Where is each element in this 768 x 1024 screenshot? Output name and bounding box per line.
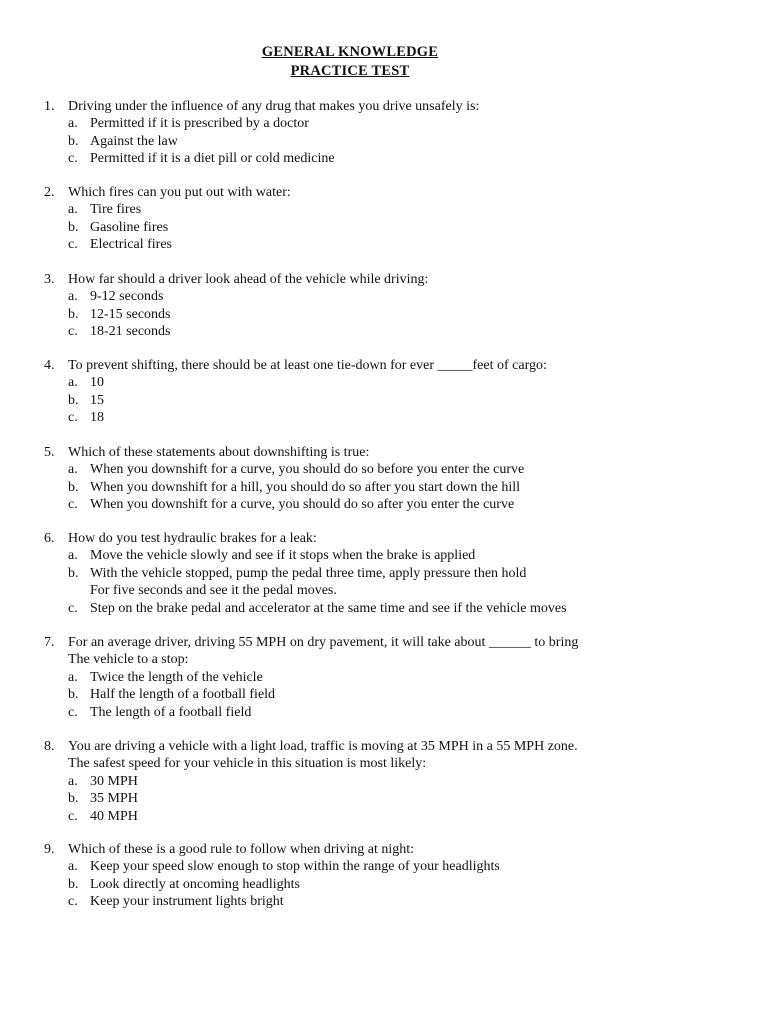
option-text: 40 MPH — [90, 808, 138, 824]
option-text: Electrical fires — [90, 237, 173, 253]
answer-option-c — [0, 808, 768, 825]
option-text: Tire fires — [90, 202, 142, 218]
option-text: When you downshift for a curve, you should do so before you enter the curve — [90, 462, 525, 478]
option-letter: b. — [68, 392, 79, 408]
option-text: 30 MPH — [90, 773, 138, 789]
document-subtitle: PRACTICE TEST — [290, 63, 410, 79]
answer-option-a — [0, 773, 768, 790]
answer-option-a — [0, 669, 768, 686]
answer-option-b — [0, 219, 768, 236]
option-letter: c. — [68, 704, 78, 720]
option-letter: b. — [68, 791, 79, 807]
answer-option-c — [0, 704, 768, 721]
question-number: 7. — [44, 635, 55, 650]
answer-option-b — [0, 306, 768, 323]
answer-option-a — [0, 374, 768, 391]
option-letter: b. — [68, 133, 79, 149]
option-text: Keep your instrument lights bright — [90, 894, 284, 910]
option-letter: a. — [68, 289, 78, 305]
option-text: Keep your speed slow enough to stop within the range of your headlights — [90, 859, 500, 875]
question-text: The safest speed for your vehicle in this situation is most likely: — [68, 756, 427, 772]
answer-option-b — [0, 133, 768, 150]
option-letter: a. — [68, 375, 78, 391]
answer-option-b — [0, 686, 768, 703]
question-number: 1. — [44, 99, 55, 114]
answer-option-a — [0, 547, 768, 564]
option-letter: a. — [68, 773, 78, 789]
answer-option-c — [0, 236, 768, 253]
question-text: How far should a driver look ahead of the vehicle while driving: — [68, 272, 429, 287]
answer-option-c — [0, 409, 768, 426]
option-letter: b. — [68, 306, 79, 322]
option-text: With the vehicle stopped, pump the pedal three time, apply pressure then hold — [90, 565, 527, 581]
option-letter: b. — [68, 687, 79, 703]
option-text: 35 MPH — [90, 791, 138, 807]
option-text: The length of a football field — [90, 704, 252, 720]
answer-option-b — [0, 876, 768, 893]
option-text: Against the law — [90, 133, 178, 149]
option-text: 12-15 seconds — [90, 306, 171, 322]
answer-option-b — [0, 392, 768, 409]
option-letter: a. — [68, 116, 78, 132]
answer-option-b — [0, 565, 768, 599]
answer-option-c — [0, 496, 768, 513]
option-text: Gasoline fires — [90, 219, 169, 235]
question-text: Which fires can you put out with water: — [68, 185, 291, 200]
option-letter: a. — [68, 202, 78, 218]
option-text: 9-12 seconds — [90, 289, 164, 305]
question-number: 9. — [44, 842, 55, 857]
option-text: Half the length of a football field — [90, 687, 276, 703]
option-text: Look directly at oncoming headlights — [90, 876, 300, 892]
option-text: Permitted if it is a diet pill or cold medicine — [90, 151, 335, 167]
option-letter: c. — [68, 324, 78, 340]
option-letter: a. — [68, 548, 78, 564]
option-letter: b. — [68, 479, 79, 495]
option-letter: c. — [68, 497, 78, 513]
answer-option-b — [0, 479, 768, 496]
option-text: Step on the brake pedal and accelerator at the same time and see if the vehicle moves — [90, 600, 567, 616]
question-text: You are driving a vehicle with a light load, traffic is moving at 35 MPH in a 55 MPH zone. — [68, 739, 578, 754]
option-letter: a. — [68, 462, 78, 478]
answer-option-a — [0, 288, 768, 305]
question-number: 3. — [44, 272, 55, 287]
answer-option-c — [0, 893, 768, 910]
option-text: When you downshift for a hill, you should do so after you start down the hill — [90, 479, 521, 495]
option-letter: b. — [68, 219, 79, 235]
question-text: Driving under the influence of any drug that makes you drive unsafely is: — [68, 99, 480, 114]
document-title: GENERAL KNOWLEDGE — [261, 44, 439, 60]
option-letter: c. — [68, 894, 78, 910]
option-letter: c. — [68, 410, 78, 426]
answer-option-b — [0, 790, 768, 807]
question-text: Which of these is a good rule to follow when driving at night: — [68, 842, 415, 857]
option-letter: c. — [68, 808, 78, 824]
question-text: For an average driver, driving 55 MPH on dry pavement, it will take about ______ to bring — [68, 635, 579, 650]
question-number: 6. — [44, 531, 55, 546]
answer-option-a — [0, 201, 768, 218]
question-number: 8. — [44, 739, 55, 754]
option-letter: a. — [68, 669, 78, 685]
answer-option-c — [0, 323, 768, 340]
answer-option-c — [0, 150, 768, 167]
question-number: 2. — [44, 185, 55, 200]
option-letter: c. — [68, 151, 78, 167]
option-letter: a. — [68, 859, 78, 875]
question-number: 4. — [44, 358, 55, 373]
answer-option-c — [0, 600, 768, 617]
option-text: 18 — [90, 410, 104, 426]
option-text: Twice the length of the vehicle — [90, 669, 263, 685]
option-letter: b. — [68, 876, 79, 892]
answer-option-a — [0, 461, 768, 478]
option-text: Move the vehicle slowly and see if it stops when the brake is applied — [90, 548, 476, 564]
question-text: The vehicle to a stop: — [68, 652, 189, 668]
option-text: For five seconds and see it the pedal moves. — [90, 583, 337, 599]
option-text: 10 — [90, 375, 104, 391]
question-text: Which of these statements about downshifting is true: — [68, 445, 370, 460]
option-letter: b. — [68, 565, 79, 581]
option-text: 15 — [90, 392, 104, 408]
option-text: Permitted if it is prescribed by a doctor — [90, 116, 309, 132]
option-letter: c. — [68, 600, 78, 616]
answer-option-a — [0, 858, 768, 875]
option-text: 18-21 seconds — [90, 324, 171, 340]
option-text: When you downshift for a curve, you should do so after you enter the curve — [90, 497, 515, 513]
answer-option-a — [0, 115, 768, 132]
option-letter: c. — [68, 237, 78, 253]
question-text: To prevent shifting, there should be at least one tie-down for ever _____feet of cargo: — [68, 358, 547, 373]
question-number: 5. — [44, 445, 55, 460]
question-text: How do you test hydraulic brakes for a leak: — [68, 531, 317, 546]
